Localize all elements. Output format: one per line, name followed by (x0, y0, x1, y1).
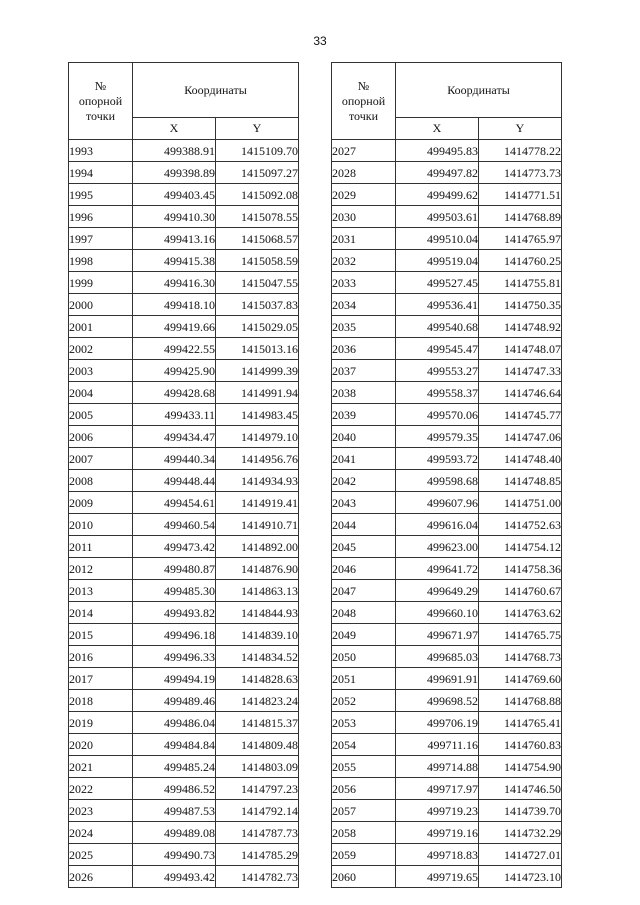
coordinates-header: Координаты (133, 63, 299, 118)
point-number-cell: 1996 (69, 206, 133, 228)
table-row (332, 690, 562, 712)
x-coordinate-cell: 499410.30 (133, 206, 216, 228)
x-coordinate-cell: 499496.18 (133, 624, 216, 646)
y-coordinate-cell: 1415097.27 (216, 162, 299, 184)
table-row (69, 646, 299, 668)
y-coordinate-cell: 1414752.63 (479, 514, 562, 536)
x-coordinate-cell: 499719.23 (396, 800, 479, 822)
table-row (69, 184, 299, 206)
y-coordinate-cell: 1414727.01 (479, 844, 562, 866)
point-number-cell: 2047 (332, 580, 396, 602)
x-coordinate-cell: 499641.72 (396, 558, 479, 580)
y-coordinate-cell: 1414747.06 (479, 426, 562, 448)
coordinates-table-right (331, 62, 562, 888)
x-coordinate-cell: 499434.47 (133, 426, 216, 448)
x-coordinate-cell: 499440.34 (133, 448, 216, 470)
x-coordinate-cell: 499484.84 (133, 734, 216, 756)
table-row (69, 338, 299, 360)
x-coordinate-cell: 499486.04 (133, 712, 216, 734)
table-row (332, 426, 562, 448)
x-coordinate-cell: 499480.87 (133, 558, 216, 580)
table-row (69, 272, 299, 294)
table-row (69, 624, 299, 646)
point-number-cell: 2015 (69, 624, 133, 646)
point-number-cell: 2014 (69, 602, 133, 624)
coordinates-table-left (68, 62, 299, 888)
y-coordinate-cell: 1415058.59 (216, 250, 299, 272)
y-coordinate-cell: 1414919.41 (216, 492, 299, 514)
y-coordinate-cell: 1414892.00 (216, 536, 299, 558)
x-coordinate-cell: 499510.04 (396, 228, 479, 250)
y-coordinate-cell: 1414785.29 (216, 844, 299, 866)
y-coordinate-cell: 1414828.63 (216, 668, 299, 690)
y-coordinate-cell: 1414934.93 (216, 470, 299, 492)
point-number-cell: 2007 (69, 448, 133, 470)
x-coordinate-cell: 499419.66 (133, 316, 216, 338)
x-coordinate-cell: 499616.04 (396, 514, 479, 536)
point-number-cell: 2054 (332, 734, 396, 756)
point-number-cell: 2058 (332, 822, 396, 844)
y-coordinate-cell: 1414755.81 (479, 272, 562, 294)
x-coordinate-cell: 499671.97 (396, 624, 479, 646)
y-coordinate-cell: 1415029.05 (216, 316, 299, 338)
point-number-header-line: точки (348, 108, 379, 123)
point-number-cell: 2019 (69, 712, 133, 734)
point-number-cell: 2011 (69, 536, 133, 558)
point-number-cell: 2048 (332, 602, 396, 624)
x-coordinate-cell: 499706.19 (396, 712, 479, 734)
table-row (69, 822, 299, 844)
point-number-cell: 1998 (69, 250, 133, 272)
table-row (69, 426, 299, 448)
point-number-cell: 2050 (332, 646, 396, 668)
x-coordinate-cell: 499485.30 (133, 580, 216, 602)
table-row (332, 228, 562, 250)
table-row (332, 404, 562, 426)
x-coordinate-cell: 499493.82 (133, 602, 216, 624)
table-row (69, 668, 299, 690)
y-coordinate-cell: 1414765.75 (479, 624, 562, 646)
y-coordinate-cell: 1414750.35 (479, 294, 562, 316)
point-number-cell: 2018 (69, 690, 133, 712)
x-coordinate-cell: 499454.61 (133, 492, 216, 514)
table-row (332, 360, 562, 382)
x-coordinate-cell: 499489.46 (133, 690, 216, 712)
table-row (69, 866, 299, 888)
x-coordinate-cell: 499527.45 (396, 272, 479, 294)
y-coordinate-cell: 1414999.39 (216, 360, 299, 382)
point-number-cell: 2053 (332, 712, 396, 734)
y-coordinate-cell: 1415092.08 (216, 184, 299, 206)
point-number-cell: 2040 (332, 426, 396, 448)
x-coordinate-cell: 499719.16 (396, 822, 479, 844)
x-coordinate-cell: 499485.24 (133, 756, 216, 778)
point-number-cell: 2057 (332, 800, 396, 822)
table-row (332, 448, 562, 470)
y-coordinate-cell: 1414748.07 (479, 338, 562, 360)
point-number-cell: 2060 (332, 866, 396, 888)
point-number-cell: 2003 (69, 360, 133, 382)
table-row (69, 602, 299, 624)
y-coordinate-cell: 1414773.73 (479, 162, 562, 184)
x-column-header: X (133, 118, 216, 140)
y-coordinate-cell: 1414746.64 (479, 382, 562, 404)
table-row (69, 580, 299, 602)
point-number-cell: 2043 (332, 492, 396, 514)
table-row (332, 470, 562, 492)
point-number-cell: 2020 (69, 734, 133, 756)
x-coordinate-cell: 499545.47 (396, 338, 479, 360)
table-row (332, 206, 562, 228)
table-row (332, 712, 562, 734)
x-coordinate-cell: 499685.03 (396, 646, 479, 668)
y-coordinate-cell: 1414823.24 (216, 690, 299, 712)
table-row (332, 514, 562, 536)
table-row (332, 162, 562, 184)
point-number-cell: 2010 (69, 514, 133, 536)
point-number-cell: 2034 (332, 294, 396, 316)
y-coordinate-cell: 1414782.73 (216, 866, 299, 888)
y-coordinate-cell: 1415037.83 (216, 294, 299, 316)
table-row (332, 492, 562, 514)
table-row (332, 668, 562, 690)
table-row (69, 690, 299, 712)
y-coordinate-cell: 1414732.29 (479, 822, 562, 844)
point-number-cell: 2016 (69, 646, 133, 668)
y-column-header: Y (216, 118, 299, 140)
y-coordinate-cell: 1414771.51 (479, 184, 562, 206)
y-coordinate-cell: 1414815.37 (216, 712, 299, 734)
y-coordinate-cell: 1414769.60 (479, 668, 562, 690)
point-number-cell: 2001 (69, 316, 133, 338)
point-number-cell: 2035 (332, 316, 396, 338)
x-coordinate-cell: 499499.62 (396, 184, 479, 206)
table-row (69, 778, 299, 800)
point-number-cell: 2027 (332, 140, 396, 162)
point-number-cell: 1997 (69, 228, 133, 250)
table-row (332, 272, 562, 294)
table-row (69, 140, 299, 162)
point-number-cell: 2000 (69, 294, 133, 316)
x-coordinate-cell: 499711.16 (396, 734, 479, 756)
table-row (332, 294, 562, 316)
x-coordinate-cell: 499473.42 (133, 536, 216, 558)
table-row (332, 734, 562, 756)
y-coordinate-cell: 1414768.73 (479, 646, 562, 668)
y-coordinate-cell: 1414748.92 (479, 316, 562, 338)
y-coordinate-cell: 1415109.70 (216, 140, 299, 162)
point-number-header-line: № (357, 78, 370, 93)
point-number-cell: 2023 (69, 800, 133, 822)
table-row (332, 844, 562, 866)
x-coordinate-cell: 499660.10 (396, 602, 479, 624)
point-number-cell: 2052 (332, 690, 396, 712)
point-number-cell: 2029 (332, 184, 396, 206)
y-coordinate-cell: 1414863.13 (216, 580, 299, 602)
point-number-cell: 2031 (332, 228, 396, 250)
point-number-cell: 2008 (69, 470, 133, 492)
point-number-cell: 2024 (69, 822, 133, 844)
x-coordinate-cell: 499558.37 (396, 382, 479, 404)
y-coordinate-cell: 1414956.76 (216, 448, 299, 470)
y-coordinate-cell: 1414748.85 (479, 470, 562, 492)
x-coordinate-cell: 499416.30 (133, 272, 216, 294)
y-coordinate-cell: 1414754.90 (479, 756, 562, 778)
page-number: 33 (313, 34, 327, 48)
table-row (332, 382, 562, 404)
table-row (69, 448, 299, 470)
y-coordinate-cell: 1414797.23 (216, 778, 299, 800)
point-number-cell: 1995 (69, 184, 133, 206)
y-coordinate-cell: 1414803.09 (216, 756, 299, 778)
y-coordinate-cell: 1415013.16 (216, 338, 299, 360)
x-coordinate-cell: 499570.06 (396, 404, 479, 426)
point-number-cell: 2056 (332, 778, 396, 800)
x-coordinate-cell: 499489.08 (133, 822, 216, 844)
x-coordinate-cell: 499448.44 (133, 470, 216, 492)
point-number-cell: 2022 (69, 778, 133, 800)
point-number-cell: 2002 (69, 338, 133, 360)
table-row (332, 558, 562, 580)
y-coordinate-cell: 1414792.14 (216, 800, 299, 822)
x-coordinate-cell: 499425.90 (133, 360, 216, 382)
x-coordinate-cell: 499691.91 (396, 668, 479, 690)
point-number-cell: 2045 (332, 536, 396, 558)
table-row (69, 294, 299, 316)
point-number-cell: 1999 (69, 272, 133, 294)
x-coordinate-cell: 499490.73 (133, 844, 216, 866)
y-coordinate-cell: 1414809.48 (216, 734, 299, 756)
point-number-cell: 2028 (332, 162, 396, 184)
point-number-cell: 2021 (69, 756, 133, 778)
point-number-header-line: опорной (78, 93, 123, 108)
y-coordinate-cell: 1414760.67 (479, 580, 562, 602)
y-coordinate-cell: 1414763.62 (479, 602, 562, 624)
x-coordinate-cell: 499422.55 (133, 338, 216, 360)
y-coordinate-cell: 1414760.83 (479, 734, 562, 756)
point-number-cell: 2006 (69, 426, 133, 448)
x-coordinate-cell: 499536.41 (396, 294, 479, 316)
y-coordinate-cell: 1414876.90 (216, 558, 299, 580)
point-number-cell: 2037 (332, 360, 396, 382)
point-number-header-line: № (94, 78, 107, 93)
table-row (332, 602, 562, 624)
table-row (69, 162, 299, 184)
y-coordinate-cell: 1414834.52 (216, 646, 299, 668)
y-coordinate-cell: 1414751.00 (479, 492, 562, 514)
x-coordinate-cell: 499519.04 (396, 250, 479, 272)
y-coordinate-cell: 1414754.12 (479, 536, 562, 558)
x-coordinate-cell: 499494.19 (133, 668, 216, 690)
point-number-cell: 1993 (69, 140, 133, 162)
point-number-cell: 2009 (69, 492, 133, 514)
table-row (69, 470, 299, 492)
x-coordinate-cell: 499698.52 (396, 690, 479, 712)
y-coordinate-cell: 1414910.71 (216, 514, 299, 536)
x-coordinate-cell: 499718.83 (396, 844, 479, 866)
x-coordinate-cell: 499433.11 (133, 404, 216, 426)
y-coordinate-cell: 1414739.70 (479, 800, 562, 822)
table-row (332, 250, 562, 272)
x-coordinate-cell: 499553.27 (396, 360, 479, 382)
point-number-header-line: опорной (341, 93, 386, 108)
y-column-header: Y (479, 118, 562, 140)
point-number-cell: 2017 (69, 668, 133, 690)
y-coordinate-cell: 1414760.25 (479, 250, 562, 272)
x-coordinate-cell: 499388.91 (133, 140, 216, 162)
point-number-cell: 2033 (332, 272, 396, 294)
point-number-header-line: точки (85, 108, 116, 123)
point-number-cell: 2041 (332, 448, 396, 470)
point-number-header (69, 63, 133, 140)
table-row (69, 404, 299, 426)
y-coordinate-cell: 1414765.97 (479, 228, 562, 250)
y-coordinate-cell: 1414839.10 (216, 624, 299, 646)
point-number-cell: 2005 (69, 404, 133, 426)
point-number-cell: 2026 (69, 866, 133, 888)
point-number-cell: 2059 (332, 844, 396, 866)
y-coordinate-cell: 1414723.10 (479, 866, 562, 888)
point-number-cell: 2055 (332, 756, 396, 778)
table-row (332, 184, 562, 206)
x-coordinate-cell: 499495.83 (396, 140, 479, 162)
x-coordinate-cell: 499460.54 (133, 514, 216, 536)
point-number-cell: 2036 (332, 338, 396, 360)
x-coordinate-cell: 499503.61 (396, 206, 479, 228)
y-coordinate-cell: 1414778.22 (479, 140, 562, 162)
x-coordinate-cell: 499540.68 (396, 316, 479, 338)
table-row (69, 250, 299, 272)
table-row (69, 558, 299, 580)
x-coordinate-cell: 499496.33 (133, 646, 216, 668)
x-coordinate-cell: 499398.89 (133, 162, 216, 184)
point-number-cell: 1994 (69, 162, 133, 184)
table-row (332, 536, 562, 558)
point-number-header (332, 63, 396, 140)
y-coordinate-cell: 1414844.93 (216, 602, 299, 624)
table-row (332, 800, 562, 822)
point-number-cell: 2044 (332, 514, 396, 536)
y-coordinate-cell: 1414747.33 (479, 360, 562, 382)
table-row (332, 866, 562, 888)
table-row (69, 514, 299, 536)
y-coordinate-cell: 1414748.40 (479, 448, 562, 470)
table-row (69, 316, 299, 338)
y-coordinate-cell: 1415047.55 (216, 272, 299, 294)
y-coordinate-cell: 1414746.50 (479, 778, 562, 800)
table-row (69, 382, 299, 404)
point-number-cell: 2039 (332, 404, 396, 426)
table-row (69, 712, 299, 734)
x-coordinate-cell: 499413.16 (133, 228, 216, 250)
table-row (69, 492, 299, 514)
x-coordinate-cell: 499719.65 (396, 866, 479, 888)
y-coordinate-cell: 1414768.89 (479, 206, 562, 228)
y-coordinate-cell: 1414758.36 (479, 558, 562, 580)
table-row (69, 734, 299, 756)
point-number-cell: 2012 (69, 558, 133, 580)
x-coordinate-cell: 499649.29 (396, 580, 479, 602)
table-row (69, 536, 299, 558)
point-number-cell: 2051 (332, 668, 396, 690)
table-row (332, 140, 562, 162)
y-coordinate-cell: 1414787.73 (216, 822, 299, 844)
table-row (69, 360, 299, 382)
x-column-header: X (396, 118, 479, 140)
point-number-cell: 2049 (332, 624, 396, 646)
x-coordinate-cell: 499487.53 (133, 800, 216, 822)
x-coordinate-cell: 499607.96 (396, 492, 479, 514)
table-row (332, 756, 562, 778)
point-number-cell: 2042 (332, 470, 396, 492)
table-row (332, 338, 562, 360)
y-coordinate-cell: 1414979.10 (216, 426, 299, 448)
x-coordinate-cell: 499418.10 (133, 294, 216, 316)
x-coordinate-cell: 499714.88 (396, 756, 479, 778)
coordinates-header: Координаты (396, 63, 562, 118)
x-coordinate-cell: 499497.82 (396, 162, 479, 184)
table-row (332, 580, 562, 602)
table-row (332, 822, 562, 844)
table-row (69, 228, 299, 250)
x-coordinate-cell: 499579.35 (396, 426, 479, 448)
y-coordinate-cell: 1414745.77 (479, 404, 562, 426)
point-number-cell: 2038 (332, 382, 396, 404)
y-coordinate-cell: 1415078.55 (216, 206, 299, 228)
table-row (332, 778, 562, 800)
table-row (69, 206, 299, 228)
y-coordinate-cell: 1415068.57 (216, 228, 299, 250)
point-number-cell: 2046 (332, 558, 396, 580)
y-coordinate-cell: 1414983.45 (216, 404, 299, 426)
table-row (69, 800, 299, 822)
table-row (332, 624, 562, 646)
table-row (69, 756, 299, 778)
x-coordinate-cell: 499415.38 (133, 250, 216, 272)
x-coordinate-cell: 499593.72 (396, 448, 479, 470)
x-coordinate-cell: 499717.97 (396, 778, 479, 800)
table-row (69, 844, 299, 866)
x-coordinate-cell: 499623.00 (396, 536, 479, 558)
x-coordinate-cell: 499486.52 (133, 778, 216, 800)
y-coordinate-cell: 1414765.41 (479, 712, 562, 734)
point-number-cell: 2030 (332, 206, 396, 228)
point-number-cell: 2004 (69, 382, 133, 404)
point-number-cell: 2032 (332, 250, 396, 272)
table-row (332, 646, 562, 668)
y-coordinate-cell: 1414991.94 (216, 382, 299, 404)
point-number-cell: 2013 (69, 580, 133, 602)
x-coordinate-cell: 499493.42 (133, 866, 216, 888)
x-coordinate-cell: 499428.68 (133, 382, 216, 404)
point-number-cell: 2025 (69, 844, 133, 866)
x-coordinate-cell: 499403.45 (133, 184, 216, 206)
x-coordinate-cell: 499598.68 (396, 470, 479, 492)
y-coordinate-cell: 1414768.88 (479, 690, 562, 712)
table-row (332, 316, 562, 338)
